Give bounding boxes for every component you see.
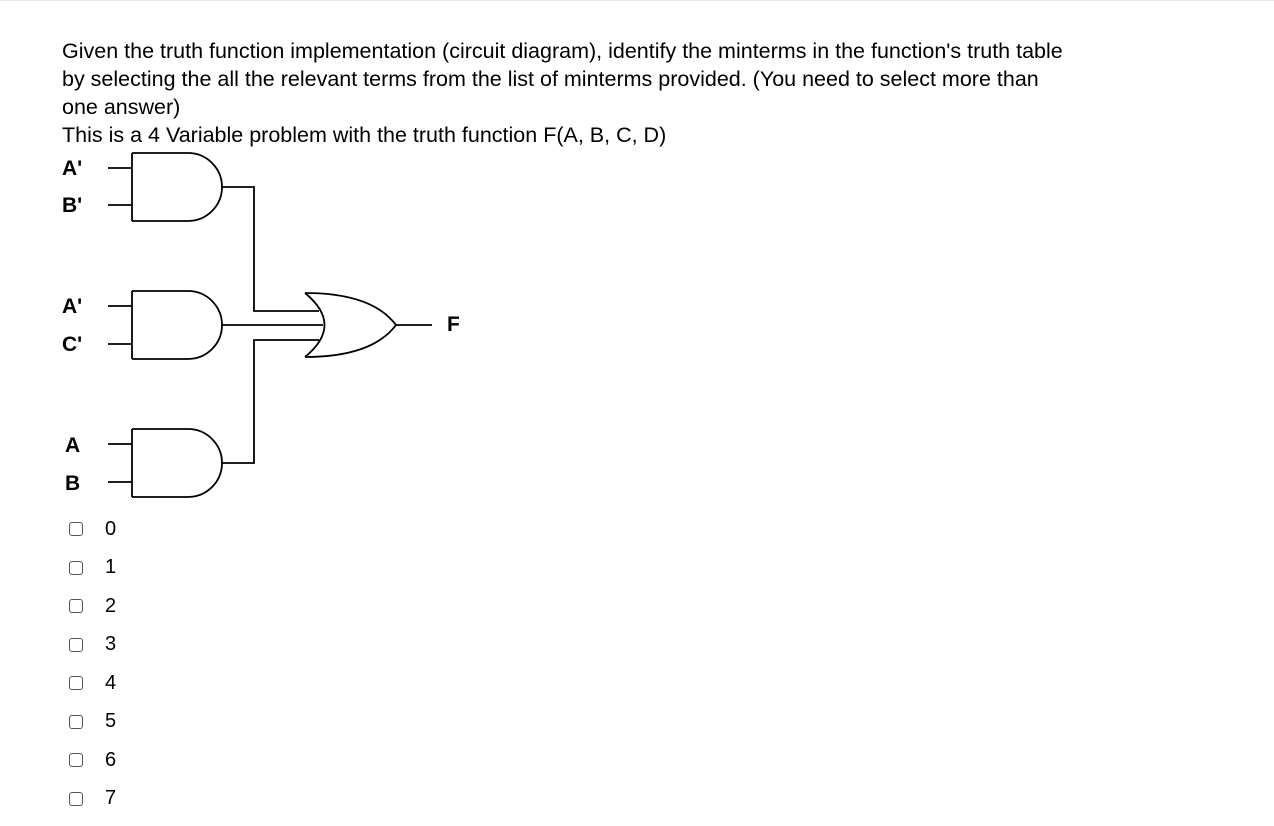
minterm-option-1[interactable] bbox=[69, 549, 116, 588]
option-label-1: 1 bbox=[105, 556, 117, 579]
gate1-input-label-1: A' bbox=[62, 157, 83, 180]
gate1-input-label-2: B' bbox=[62, 194, 83, 217]
checkbox-7[interactable] bbox=[69, 792, 83, 806]
gate3-input-label-1: A bbox=[65, 434, 81, 457]
connecting-wires bbox=[222, 187, 323, 463]
checkbox-3[interactable] bbox=[69, 638, 83, 652]
option-label-6: 6 bbox=[105, 748, 117, 771]
gate2-input-label-2: C' bbox=[62, 333, 83, 356]
option-label-2: 2 bbox=[105, 594, 117, 617]
question-subtext: This is a 4 Variable problem with the truth function F(A, B, C, D) bbox=[62, 123, 667, 147]
checkbox-1[interactable] bbox=[69, 561, 83, 575]
gate3-input-label-2: B bbox=[65, 472, 81, 495]
minterm-option-6[interactable] bbox=[69, 741, 116, 780]
minterm-option-2[interactable] bbox=[69, 587, 116, 626]
option-label-5: 5 bbox=[105, 710, 117, 733]
checkbox-6[interactable] bbox=[69, 753, 83, 767]
option-label-3: 3 bbox=[105, 633, 117, 656]
minterm-option-3[interactable] bbox=[69, 626, 116, 665]
and-gate-2 bbox=[108, 291, 222, 359]
circuit-diagram bbox=[0, 0, 520, 520]
gate2-input-label-1: A' bbox=[62, 295, 83, 318]
checkbox-5[interactable] bbox=[69, 715, 83, 729]
checkbox-0[interactable] bbox=[69, 522, 83, 536]
minterm-option-5[interactable] bbox=[69, 703, 116, 742]
minterm-option-4[interactable] bbox=[69, 664, 116, 703]
minterm-options bbox=[69, 510, 116, 818]
option-label-4: 4 bbox=[105, 671, 117, 694]
or-gate bbox=[305, 293, 432, 357]
option-label-0: 0 bbox=[105, 517, 117, 540]
minterm-option-7[interactable] bbox=[69, 780, 116, 819]
minterm-option-0[interactable] bbox=[69, 510, 116, 549]
checkbox-2[interactable] bbox=[69, 599, 83, 613]
option-label-7: 7 bbox=[105, 787, 117, 810]
and-gate-3 bbox=[108, 429, 222, 497]
output-label: F bbox=[447, 313, 460, 336]
and-gate-1 bbox=[108, 153, 222, 221]
checkbox-4[interactable] bbox=[69, 676, 83, 690]
question-text: Given the truth function implementation (circuit diagram), identify the minterms in the function's truth table by selecting the all the relevant terms from the list of minterms provided. (You need to select more than one answer) bbox=[62, 39, 1063, 119]
